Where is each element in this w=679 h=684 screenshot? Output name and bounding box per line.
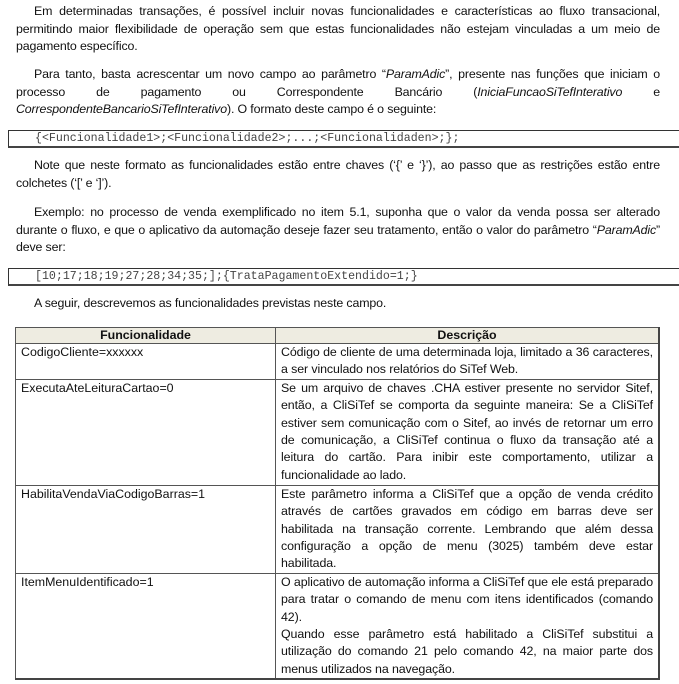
func-cell: HabilitaVendaViaCodigoBarras=1 <box>16 485 276 573</box>
intro-text: Em determinadas transações, é possível incluir novas funcionalidades e características ao fluxo transacional, permitindo maior flexibilidade de operação sem que estas funcionalidades não estejam vinculadas a um meio de pagamento específico. <box>16 4 660 53</box>
desc-text: Código de cliente de uma determinada loja, limitado a 36 caracteres, a ser vinculado nos relatórios do SiTef Web. <box>281 345 653 377</box>
list-intro-paragraph <box>16 295 660 313</box>
table-row <box>16 573 660 679</box>
desc-cell <box>276 379 660 485</box>
desc-text: Este parâmetro informa a CliSiTef que a opção de venda crédito através de cartões gravados em código em barras deve ser habilitada na transação corrente. Lembrando que além dessa configuração a opção de menu (3025) também deve estar habilitada. <box>281 486 653 571</box>
table-row <box>16 344 660 380</box>
text-segment: ). O formato deste campo é o seguinte: <box>226 102 437 116</box>
table-row <box>16 379 660 485</box>
text-segment: ”, presente nas funções que iniciam o processo de pagamento ou Correspondente Bancário ( <box>16 67 661 99</box>
example-paragraph <box>16 204 660 257</box>
table-header-row <box>16 328 660 344</box>
desc-text: Se um arquivo de chaves .CHA estiver presente no servidor Sitef, então, a CliSiTef se comporta da seguinte maneira: Se a CliSiTef estiver sem comunicação com o Sitef, ao invés de retornar um erro de comunicação, a CliSiTef continua o fluxo da transação até a leitura do cartão. Para inibir este comportamento, utilizar a funcionalidade ao lado. <box>281 380 653 482</box>
format-code-box: {<Funcionalidade1>;<Funcionalidade2>;...;<Funcionalidaden>;}; <box>8 130 679 148</box>
function-name: CorrespondenteBancarioSiTefInterativo <box>16 102 227 116</box>
note-paragraph <box>16 157 660 192</box>
function-name: IniciaFuncaoSiTefInterativo <box>477 84 623 99</box>
func-cell: ExecutaAteLeituraCartao=0 <box>16 379 276 485</box>
text-segment: Para tanto, basta acrescentar um novo campo ao parâmetro “ <box>34 67 386 81</box>
note-text: Note que neste formato as funcionalidades estão entre chaves (‘{’ e ‘}’), ao passo que as restrições estão entre colchetes (‘[’ e ‘]’). <box>16 158 660 190</box>
intro-paragraph <box>16 3 660 56</box>
text-segment: e <box>622 84 660 99</box>
text-segment: ” deve ser: <box>16 222 660 254</box>
paramadic-paragraph <box>16 66 660 119</box>
header-funcionalidade: Funcionalidade <box>16 328 276 344</box>
desc-text: Quando esse parâmetro está habilitado a CliSiTef substitui a utilização do comando 21 pelo comando 42, na maior parte dos menus utilizados na navegação. <box>281 627 653 676</box>
desc-text: O aplicativo de automação informa a CliSiTef que ele está preparado para tratar o comando de menu com itens identificados (comando 42). <box>281 574 653 624</box>
functionalities-table <box>15 327 660 680</box>
header-descricao: Descrição <box>276 328 660 344</box>
param-name: ParamAdic <box>385 67 446 81</box>
desc-cell <box>276 573 660 679</box>
example-code-box: [10;17;18;19;27;28;34;35;];{TrataPagamentoExtendido=1;} <box>8 268 679 286</box>
table-row <box>16 485 660 573</box>
list-intro-text: A seguir, descrevemos as funcionalidades previstas neste campo. <box>34 296 387 310</box>
desc-cell <box>276 344 660 380</box>
desc-cell <box>276 485 660 573</box>
func-cell: CodigoCliente=xxxxxx <box>16 344 276 380</box>
text-segment: Exemplo: no processo de venda exemplificado no item 5.1, suponha que o valor da venda possa ser alterado durante o fluxo, e que o aplicativo da automação deseje fazer seu tratamento, então o valor do parâmetro “ <box>16 205 660 237</box>
func-cell: ItemMenuIdentificado=1 <box>16 573 276 679</box>
param-name: ParamAdic <box>596 222 657 237</box>
